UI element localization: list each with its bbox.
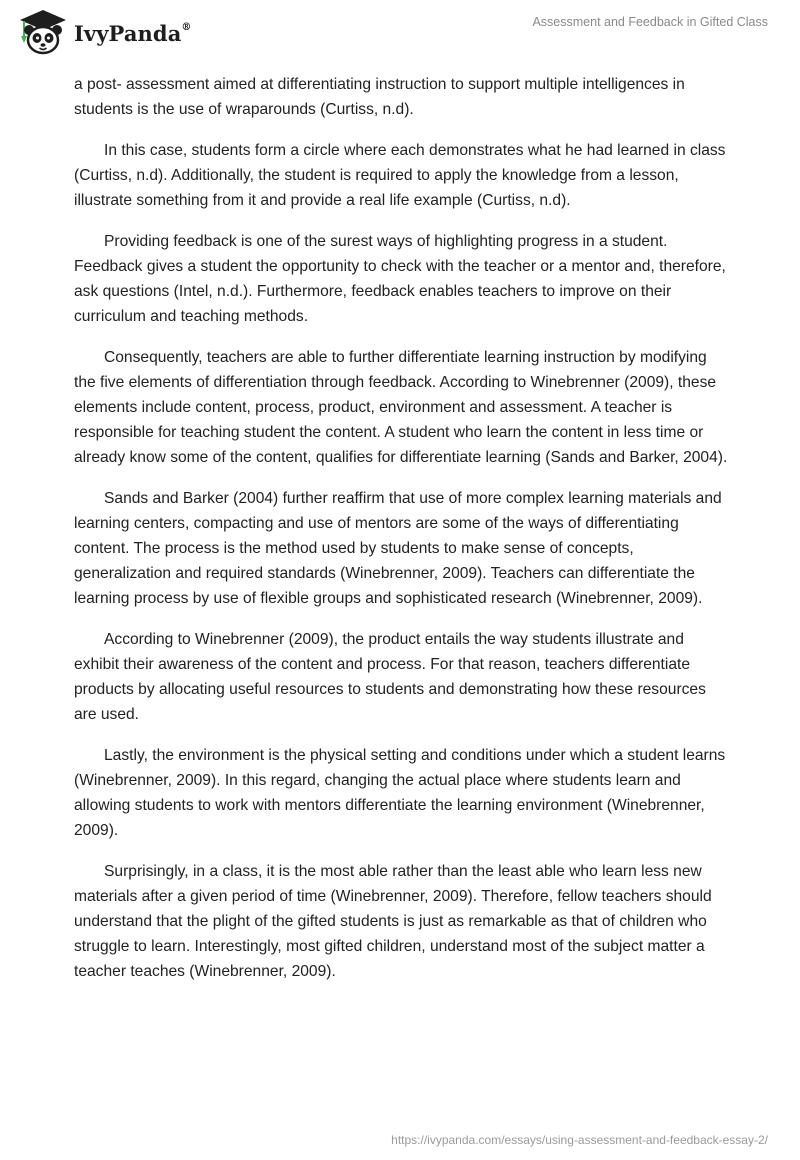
logo-wordmark bbox=[74, 21, 192, 46]
ivypanda-logo[interactable] bbox=[14, 8, 192, 58]
paragraph: In this case, students form a circle where each demonstrates what he had learned in class (Curtiss, n.d). Additionally, the student is required to apply the knowledge from a lesson, illustrate something from it and provide a real life example (Curtiss, n.d). bbox=[74, 142, 726, 209]
paragraph: Providing feedback is one of the surest ways of highlighting progress in a student. Feedback gives a student the opportunity to check with the teacher or a mentor and, therefore, ask questions (Intel, n.d.). Furthermore, feedback enables teachers to improve on their curriculum and teaching methods. bbox=[74, 233, 726, 325]
paragraph: Lastly, the environment is the physical setting and conditions under which a student learns (Winebrenner, 2009). In this regard, changing the actual place where students learn and allowing students to work with mentors differentiate the learning environment (Winebrenner, 2009). bbox=[74, 747, 726, 839]
page-header bbox=[0, 0, 800, 70]
panda-graduate-icon bbox=[14, 8, 72, 58]
brand-name: IvyPanda bbox=[74, 20, 182, 46]
paragraph: According to Winebrenner (2009), the product entails the way students illustrate and exhibit their awareness of the content and process. For that reason, teachers differentiate products by allocating useful resources to students and demonstrating how these resources are used. bbox=[74, 631, 706, 723]
registered-mark: ® bbox=[181, 21, 192, 33]
source-url[interactable]: https://ivypanda.com/essays/using-assessment-and-feedback-essay-2/ bbox=[391, 1133, 768, 1147]
paragraph: Sands and Barker (2004) further reaffirm that use of more complex learning materials and learning centers, compacting and use of mentors are some of the ways of differentiating content. The process is the method used by students to make sense of concepts, generalization and required standards (Winebrenner, 2009). Teachers can differentiate the learning process by use of flexible groups and sophisticated research (Winebrenner, 2009). bbox=[74, 490, 722, 607]
paragraph: a post- assessment aimed at differentiating instruction to support multiple intelligences in students is the use of wraparounds (Curtiss, n.d). bbox=[74, 76, 685, 118]
paragraph: Consequently, teachers are able to further differentiate learning instruction by modifying the five elements of differentiation through feedback. According to Winebrenner (2009), these elements include content, process, product, environment and assessment. A teacher is responsible for teaching student the content. A student who learn the content in less time or already know some of the content, qualifies for differentiate learning (Sands and Barker, 2004). bbox=[74, 349, 728, 466]
essay-body bbox=[74, 72, 730, 1000]
paragraph: Surprisingly, in a class, it is the most able rather than the least able who learn less new materials after a given period of time (Winebrenner, 2009). Therefore, fellow teachers should understand that the plight of the gifted students is just as remarkable as that of children who struggle to learn. Interestingly, most gifted children, understand most of the subject matter a teacher teaches (Winebrenner, 2009). bbox=[74, 863, 712, 980]
document-title: Assessment and Feedback in Gifted Class bbox=[532, 15, 768, 29]
